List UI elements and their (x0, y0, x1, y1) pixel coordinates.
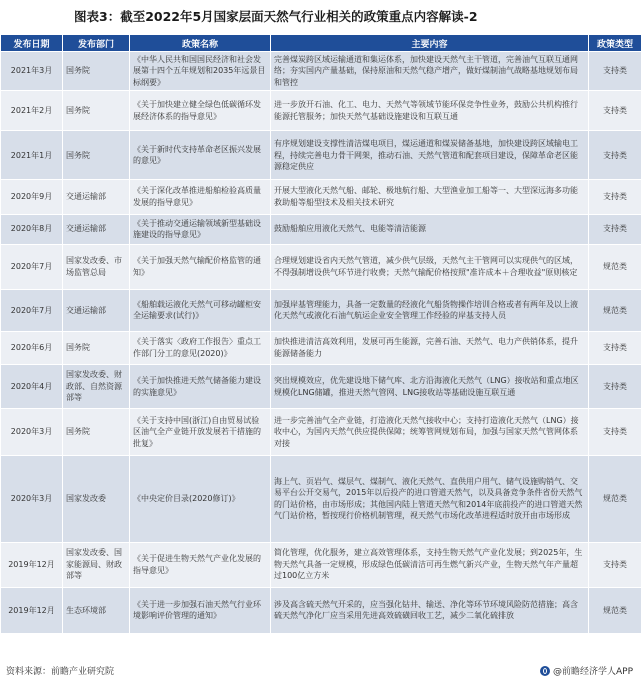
footer (0, 660, 641, 682)
cell-date: 2020年4月 (1, 365, 63, 409)
table-row (1, 365, 641, 409)
cell-date: 2021年1月 (1, 131, 63, 180)
cell-name: 《关于新时代支持革命老区振兴发展的意见》 (130, 131, 271, 180)
cell-content: 合理规划建设省内天然气管道，减少供气层级，天然气主干管网可以实现供气的区域，不得强制增设供气环节进行收费；天然气输配价格按照"准许成本＋合理收益"原则核定 (271, 244, 589, 289)
cell-date: 2021年2月 (1, 91, 63, 131)
cell-type: 规范类 (589, 587, 641, 633)
cell-type: 规范类 (589, 244, 641, 289)
brand-text: @前瞻经济学人APP (552, 667, 633, 677)
table-header-row (1, 35, 641, 52)
header-dept: 发布部门 (63, 35, 130, 52)
cell-dept: 交通运输部 (63, 214, 130, 244)
cell-date: 2020年6月 (1, 331, 63, 364)
table-row (1, 289, 641, 331)
header-name: 政策名称 (130, 35, 271, 52)
cell-content: 加强岸基管理能力，具备一定数量的经液化气船货物操作培训合格或者有两年及以上液化天然气或液化石油气航运企业安全管理工作经验的岸基支持人员 (271, 289, 589, 331)
brand-credit (540, 664, 633, 677)
cell-dept: 国务院 (63, 52, 130, 91)
table-row (1, 409, 641, 456)
table-row (1, 214, 641, 244)
table-row (1, 331, 641, 364)
cell-name: 《关于进一步加强石油天然气行业环境影响评价管理的通知》 (130, 587, 271, 633)
cell-name: 《关于加快建立健全绿色低碳循环发展经济体系的指导意见》 (130, 91, 271, 131)
cell-type: 支持类 (589, 180, 641, 214)
cell-content: 进一步放开石油、化工、电力、天然气等领域节能环保竞争性业务，鼓励公共机构推行能源托管服务；加快天然气基础设施建设和互联互通 (271, 91, 589, 131)
cell-content: 完善煤炭跨区域运输通道和集运体系，加快建设天然气主干管道，完善油气互联互通网络；夯实国内产量基础，保持原油和天然气稳产增产，做好煤制油气战略基地规划布局和管控 (271, 52, 589, 91)
policy-table (0, 34, 641, 634)
header-content: 主要内容 (271, 35, 589, 52)
cell-date: 2020年9月 (1, 180, 63, 214)
cell-dept: 国家发改委 (63, 456, 130, 542)
table-row (1, 244, 641, 289)
cell-dept: 国家发改委、国家能源局、财政部等 (63, 542, 130, 587)
cell-content: 有序规划建设支撑性清洁煤电项目，煤运通道和煤炭储备基地，加快建设跨区域输电工程，持续完善电力骨干网架，推动石油、天然气管道和配套项目建设，保障革命老区能源稳定供应 (271, 131, 589, 180)
cell-dept: 国家发改委、市场监管总局 (63, 244, 130, 289)
cell-content: 突出规模效应，优先建设地下储气库、北方沿海液化天然气（LNG）接收站和重点地区规模化LNG储罐，推进天然气管网、LNG接收站等基础设施互联互通 (271, 365, 589, 409)
cell-date: 2020年7月 (1, 289, 63, 331)
cell-dept: 交通运输部 (63, 180, 130, 214)
cell-name: 《关于加强天然气输配价格监管的通知》 (130, 244, 271, 289)
cell-type: 规范类 (589, 456, 641, 542)
cell-dept: 交通运输部 (63, 289, 130, 331)
cell-content: 加快推进清洁高效利用，发展可再生能源，完善石油、天然气、电力产供销体系，提升能源储备能力 (271, 331, 589, 364)
cell-name: 《关于支持中国(浙江)自由贸易试验区油气全产业链开放发展若干措施的批复》 (130, 409, 271, 456)
qianzhan-logo-icon (540, 666, 550, 676)
cell-content: 涉及高含硫天然气开采的，应当强化钻井、输送、净化等环节环境风险防范措施；高含硫天然气净化厂应当采用先进高效硫磺回收工艺，减少二氧化硫排放 (271, 587, 589, 633)
cell-name: 《关于落实〈政府工作报告〉重点工作部门分工的意见(2020)》 (130, 331, 271, 364)
table-row (1, 456, 641, 542)
cell-content: 鼓励船舶应用液化天然气、电能等清洁能源 (271, 214, 589, 244)
cell-dept: 国务院 (63, 131, 130, 180)
cell-date: 2020年7月 (1, 244, 63, 289)
table-row (1, 542, 641, 587)
cell-type: 支持类 (589, 409, 641, 456)
figure-title: 图表3：截至2022年5月国家层面天然气行业相关的政策重点内容解读-2 (74, 9, 478, 24)
cell-date: 2019年12月 (1, 587, 63, 633)
cell-dept: 生态环境部 (63, 587, 130, 633)
cell-date: 2020年3月 (1, 456, 63, 542)
cell-type: 支持类 (589, 365, 641, 409)
cell-name: 《关于推动交通运输领域新型基础设施建设的指导意见》 (130, 214, 271, 244)
cell-name: 《关于促进生物天然气产业化发展的指导意见》 (130, 542, 271, 587)
cell-name: 《中央定价目录(2020修订)》 (130, 456, 271, 542)
cell-content: 开展大型液化天然气船、邮轮、极地航行船、大型渔业加工船等一、大型深远海多功能救助船等船型技术及相关技术研究 (271, 180, 589, 214)
header-date: 发布日期 (1, 35, 63, 52)
cell-type: 支持类 (589, 214, 641, 244)
cell-type: 支持类 (589, 542, 641, 587)
cell-type: 支持类 (589, 52, 641, 91)
cell-type: 支持类 (589, 91, 641, 131)
cell-dept: 国家发改委、财政部、自然资源部等 (63, 365, 130, 409)
cell-content: 海上气、页岩气、煤层气、煤制气、液化天然气、直供用户用气、储气设施购销气、交易平台公开交易气，2015年以后投产的进口管道天然气，以及具备竞争条件省份天然气的门站价格，由市场形成；其他国内陆上管道天然气和2014年底前投产的进口管道天然气门站价格，暂按现行价格机制管理，视天然气市场化改革进程适时放开由市场形成 (271, 456, 589, 542)
cell-name: 《船舶载运液化天然气可移动罐柜安全运输要求(试行)》 (130, 289, 271, 331)
header-type: 政策类型 (589, 35, 641, 52)
cell-name: 《关于加快推进天然气储备能力建设的实施意见》 (130, 365, 271, 409)
cell-content: 简化管理，优化服务，建立高效管理体系，支持生物天然气产业化发展；到2025年，生物天然气具备一定规模，形成绿色低碳清洁可再生燃气新兴产业，生物天然气年产量超过100亿立方米 (271, 542, 589, 587)
cell-date: 2019年12月 (1, 542, 63, 587)
cell-dept: 国务院 (63, 91, 130, 131)
source-note: 资料来源：前瞻产业研究院 (6, 667, 115, 677)
table-row (1, 52, 641, 91)
cell-name: 《中华人民共和国国民经济和社会发展第十四个五年规划和2035年远景目标纲要》 (130, 52, 271, 91)
cell-date: 2020年3月 (1, 409, 63, 456)
table-row (1, 587, 641, 633)
cell-type: 支持类 (589, 331, 641, 364)
cell-dept: 国务院 (63, 409, 130, 456)
cell-dept: 国务院 (63, 331, 130, 364)
table-row (1, 180, 641, 214)
cell-date: 2020年8月 (1, 214, 63, 244)
table-row (1, 91, 641, 131)
cell-date: 2021年3月 (1, 52, 63, 91)
cell-name: 《关于深化改革推进船舶检验高质量发展的指导意见》 (130, 180, 271, 214)
table-row (1, 131, 641, 180)
cell-content: 进一步完善油气全产业链，打造液化天然气接收中心；支持打造液化天然气（LNG）接收中心，为国内天然气供应提供保障；统筹管网规划布局，加强与国家天然气管网体系对接 (271, 409, 589, 456)
cell-type: 支持类 (589, 131, 641, 180)
cell-type: 规范类 (589, 289, 641, 331)
